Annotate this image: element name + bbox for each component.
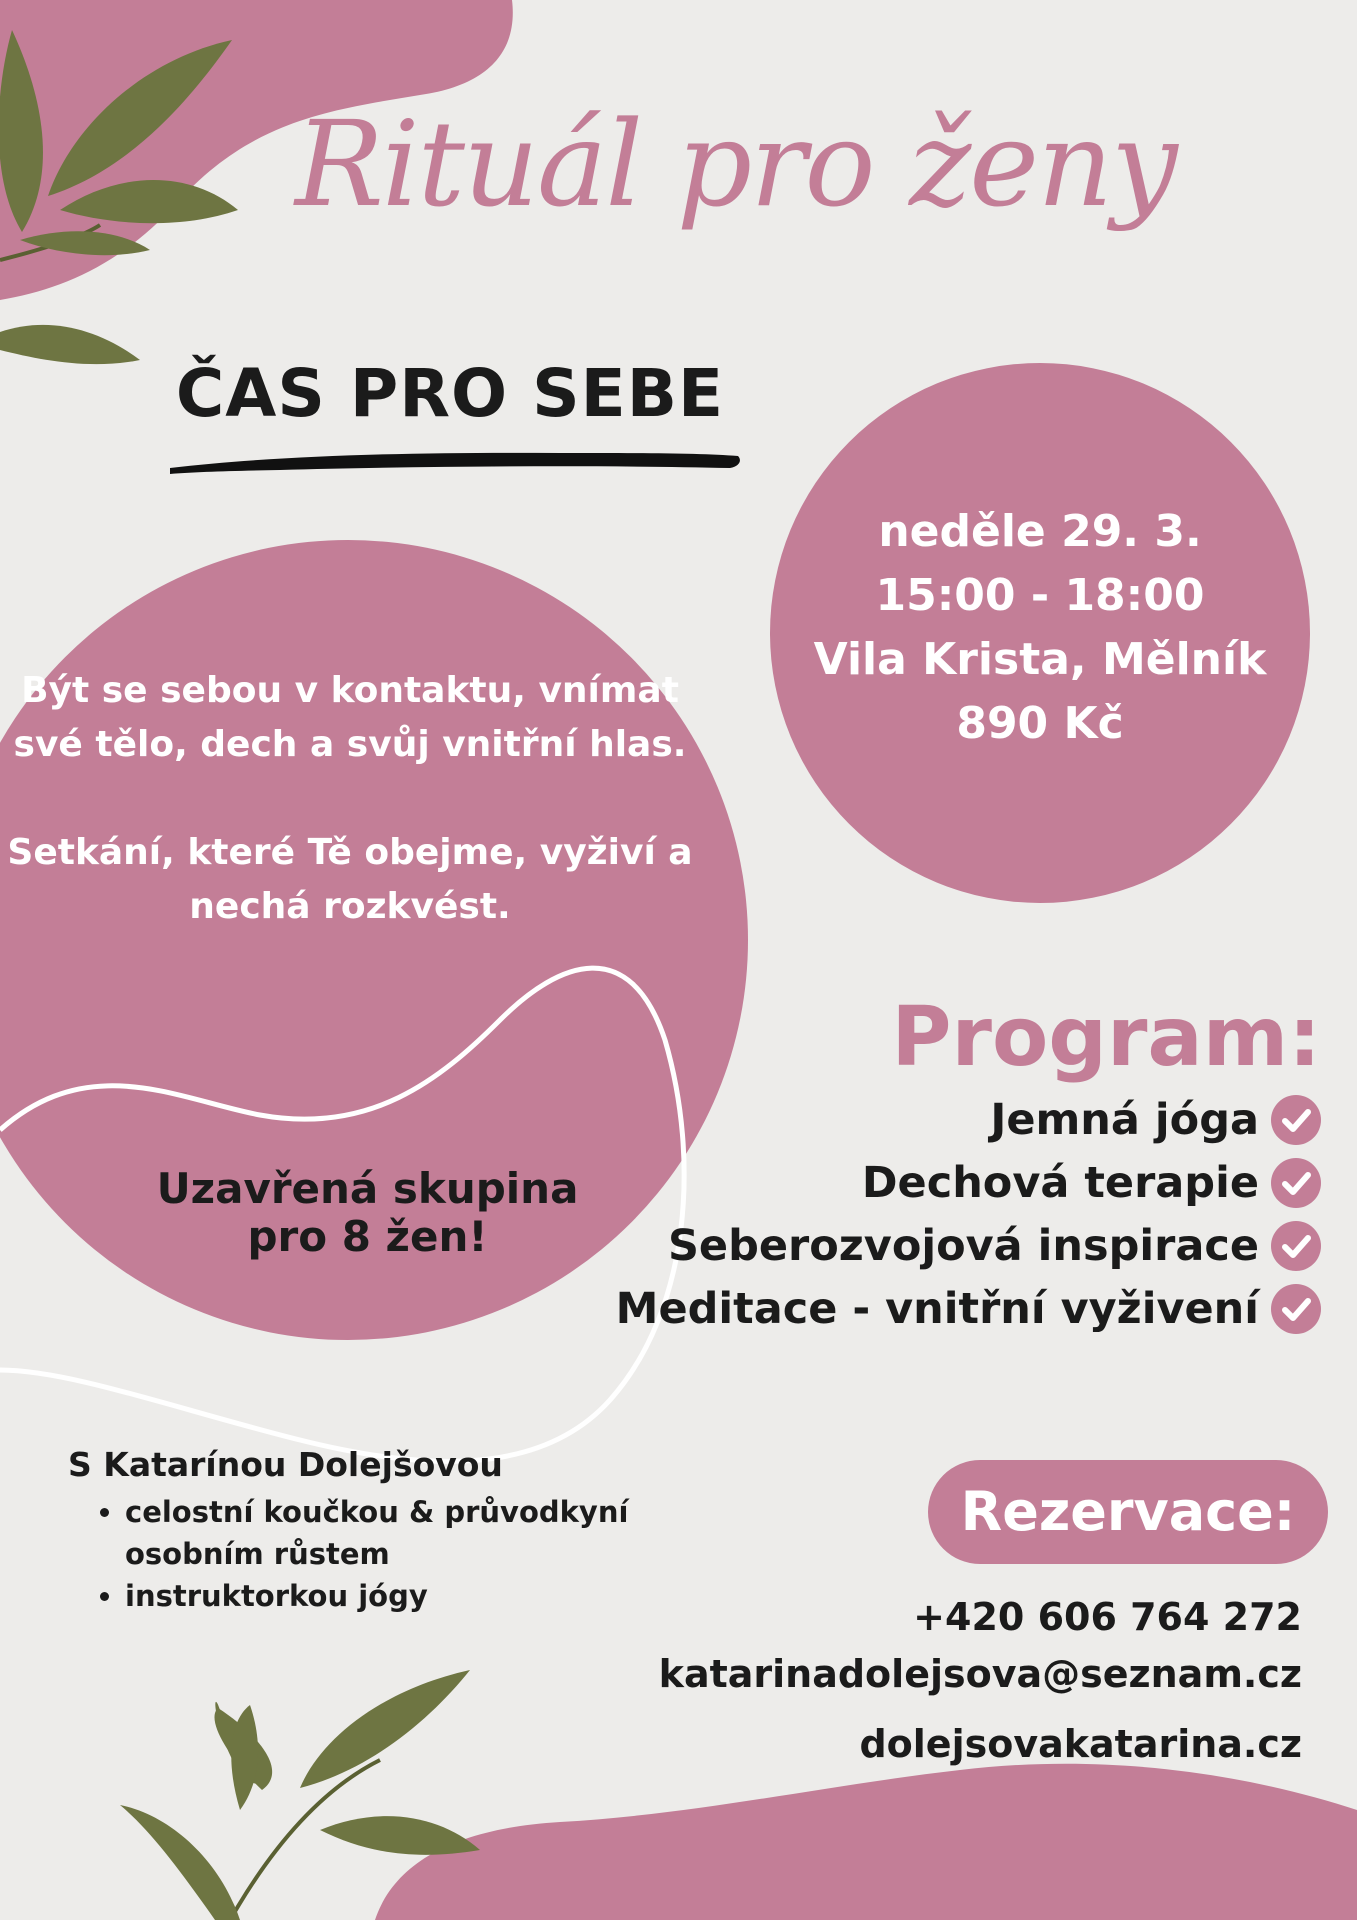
event-date: neděle 29. 3. xyxy=(878,506,1202,557)
program-title: Program: xyxy=(891,990,1321,1085)
coach-roles xyxy=(68,1491,688,1617)
contact-email[interactable]: katarinadolejsova@seznam.cz xyxy=(658,1652,1302,1696)
group-line-2: pro 8 žen! xyxy=(247,1212,488,1261)
coach-role: • celostní koučkou & průvodkyní osobním růstem xyxy=(125,1491,688,1575)
check-circle-icon xyxy=(1271,1095,1321,1145)
contact-website[interactable]: dolejsovakatarina.cz xyxy=(859,1722,1302,1766)
program-item xyxy=(616,1151,1321,1214)
brush-underline xyxy=(170,453,740,474)
contact-phone[interactable]: +420 606 764 272 xyxy=(913,1595,1302,1639)
coach-role: • instruktorkou jógy xyxy=(125,1575,688,1617)
bottom-right-wave xyxy=(375,1764,1357,1920)
page-title: Rituál pro ženy xyxy=(295,95,1176,233)
subtitle: ČAS PRO SEBE xyxy=(175,355,725,432)
group-line-1: Uzavřená skupina xyxy=(156,1164,579,1213)
check-circle-icon xyxy=(1271,1158,1321,1208)
program-item xyxy=(616,1277,1321,1340)
check-circle-icon xyxy=(1271,1284,1321,1334)
coach-name: S Katarínou Dolejšovou xyxy=(68,1445,503,1484)
check-circle-icon xyxy=(1271,1221,1321,1271)
coach-info xyxy=(68,1443,688,1617)
reservation-badge: Rezervace: xyxy=(928,1460,1328,1564)
program-item xyxy=(616,1214,1321,1277)
program-list xyxy=(616,1088,1321,1340)
event-place: Vila Krista, Mělník xyxy=(813,634,1267,685)
event-time: 15:00 - 18:00 xyxy=(875,570,1205,621)
program-item-label: Jemná jóga xyxy=(990,1094,1259,1145)
intro-text xyxy=(0,664,700,934)
program-item-label: Meditace - vnitřní vyživení xyxy=(615,1283,1259,1334)
intro-paragraph-1: Být se sebou v kontaktu, vnímat své tělo, dech a svůj vnitřní hlas. xyxy=(13,670,687,765)
event-price: 890 Kč xyxy=(956,698,1124,749)
intro-paragraph-2: Setkání, které Tě obejme, vyživí a nechá rozkvést. xyxy=(7,832,693,927)
group-note xyxy=(130,1165,605,1261)
event-info xyxy=(770,500,1310,756)
program-item-label: Seberozvojová inspirace xyxy=(667,1220,1259,1271)
program-item-label: Dechová terapie xyxy=(861,1157,1259,1208)
program-item xyxy=(616,1088,1321,1151)
